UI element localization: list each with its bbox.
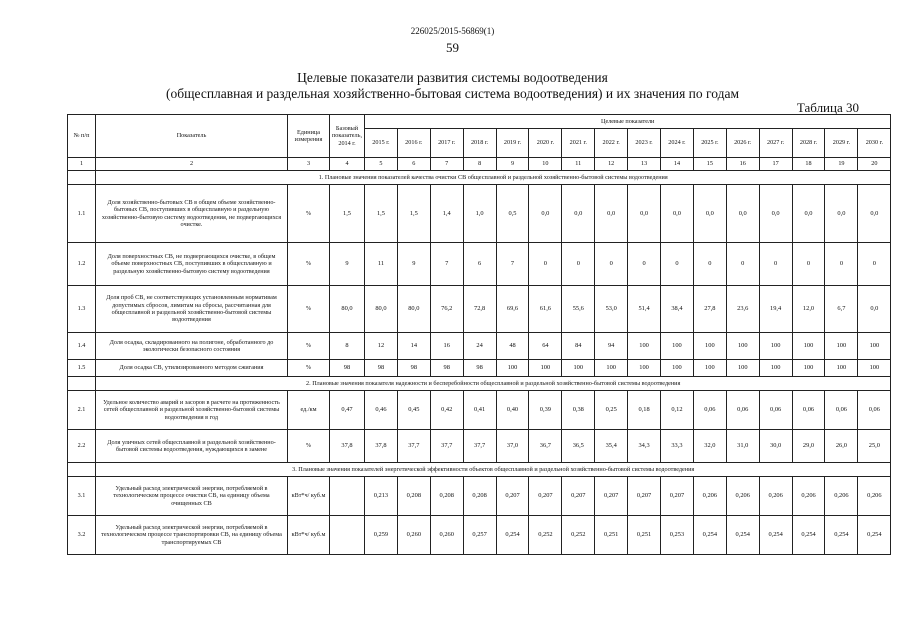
- year-header: 2017 г.: [430, 129, 463, 158]
- row-number: 3.2: [68, 516, 96, 555]
- year-value: 0,207: [628, 477, 661, 516]
- year-value: 37,7: [463, 430, 496, 463]
- year-value: 0: [661, 243, 694, 286]
- row-number: 2.2: [68, 430, 96, 463]
- year-value: 1,0: [463, 185, 496, 243]
- year-value: 0,254: [726, 516, 759, 555]
- column-index: 20: [858, 158, 891, 171]
- column-index: 15: [693, 158, 726, 171]
- year-value: 0,42: [430, 391, 463, 430]
- year-value: 64: [529, 333, 562, 360]
- year-value: 7: [496, 243, 529, 286]
- year-value: 100: [759, 360, 792, 377]
- indicator-name: Доля уличных сетей общесплавной и раздельной хозяйственно-бытовой системы водоотведения, нуждающихся в замене: [96, 430, 288, 463]
- year-value: 0,0: [726, 185, 759, 243]
- column-index: 4: [330, 158, 365, 171]
- year-value: 0,40: [496, 391, 529, 430]
- year-value: 36,5: [562, 430, 595, 463]
- section-spacer: [68, 377, 96, 391]
- year-value: 0: [529, 243, 562, 286]
- unit-cell: %: [288, 185, 330, 243]
- year-value: 0,0: [858, 286, 891, 333]
- page-number: 59: [446, 40, 459, 55]
- year-value: 0,257: [463, 516, 496, 555]
- year-value: 100: [759, 333, 792, 360]
- year-value: 14: [397, 333, 430, 360]
- year-value: 80,0: [397, 286, 430, 333]
- row-number: 1.1: [68, 185, 96, 243]
- year-value: 0,5: [496, 185, 529, 243]
- year-value: 0: [825, 243, 858, 286]
- year-value: 0: [693, 243, 726, 286]
- table-label: Таблица 30: [796, 100, 859, 115]
- year-value: 0,206: [693, 477, 726, 516]
- year-value: 53,0: [595, 286, 628, 333]
- section-row: [68, 171, 891, 185]
- base-value: [330, 516, 365, 555]
- year-value: 100: [529, 360, 562, 377]
- base-value: 1,5: [330, 185, 365, 243]
- table-row: [68, 360, 891, 377]
- year-value: 100: [693, 333, 726, 360]
- indicator-name: Удельное количество аварий и засоров в расчете на протяженность сетей общесплавной и раздельной хозяйственно-бытовой системы водоотведения в год: [96, 391, 288, 430]
- year-header: 2030 г.: [858, 129, 891, 158]
- base-value: 98: [330, 360, 365, 377]
- year-value: 37,0: [496, 430, 529, 463]
- year-value: 100: [726, 360, 759, 377]
- table-row: [68, 286, 891, 333]
- year-value: 0,06: [792, 391, 825, 430]
- year-value: 0,254: [792, 516, 825, 555]
- year-value: 1,5: [365, 185, 398, 243]
- year-value: 100: [562, 360, 595, 377]
- base-value: 80,0: [330, 286, 365, 333]
- year-header: 2021 г.: [562, 129, 595, 158]
- year-value: 0,253: [661, 516, 694, 555]
- row-number: 1.4: [68, 333, 96, 360]
- column-index: 12: [595, 158, 628, 171]
- year-value: 0,206: [792, 477, 825, 516]
- year-value: 0,252: [562, 516, 595, 555]
- year-value: 36,7: [529, 430, 562, 463]
- year-header: 2024 г.: [661, 129, 694, 158]
- year-value: 100: [693, 360, 726, 377]
- year-value: 69,6: [496, 286, 529, 333]
- year-value: 34,3: [628, 430, 661, 463]
- year-value: 0,251: [595, 516, 628, 555]
- row-number: 1.5: [68, 360, 96, 377]
- year-value: 0,208: [430, 477, 463, 516]
- section-title: 2. Плановые значения показателя надежности и бесперебойности общесплавной и раздельной хозяйственно-бытовой системы водоотведения: [96, 377, 891, 391]
- row-number: 1.3: [68, 286, 96, 333]
- section-row: [68, 377, 891, 391]
- base-value: [330, 477, 365, 516]
- column-index: 19: [825, 158, 858, 171]
- year-value: 0,207: [595, 477, 628, 516]
- year-value: 0,38: [562, 391, 595, 430]
- year-value: 0: [759, 243, 792, 286]
- year-value: 0,254: [858, 516, 891, 555]
- column-index: 13: [628, 158, 661, 171]
- unit-cell: %: [288, 286, 330, 333]
- year-header: 2028 г.: [792, 129, 825, 158]
- indicator-name: Доля проб СВ, не соответствующих установленным нормативам допустимых сбросов, лимитам на сбросы, рассчитанная для общесплавной и раздельной хозяйственно-бытовой системы водоотведения: [96, 286, 288, 333]
- unit-cell: %: [288, 430, 330, 463]
- year-value: 0: [562, 243, 595, 286]
- year-value: 0,208: [397, 477, 430, 516]
- row-number: 1.2: [68, 243, 96, 286]
- column-index: 9: [496, 158, 529, 171]
- row-number: 2.1: [68, 391, 96, 430]
- base-value: 0,47: [330, 391, 365, 430]
- column-index: 7: [430, 158, 463, 171]
- column-index: 3: [288, 158, 330, 171]
- year-value: 0,25: [595, 391, 628, 430]
- column-index: 8: [463, 158, 496, 171]
- year-value: 30,0: [759, 430, 792, 463]
- year-value: 0,0: [562, 185, 595, 243]
- indicator-name: Доля осадка СВ, утилизированного методом сжигания: [96, 360, 288, 377]
- year-value: 0,06: [693, 391, 726, 430]
- year-value: 0,0: [792, 185, 825, 243]
- year-value: 0,0: [858, 185, 891, 243]
- year-value: 35,4: [595, 430, 628, 463]
- header-no: № п/п: [68, 115, 96, 158]
- year-header: 2023 г.: [628, 129, 661, 158]
- year-header: 2018 г.: [463, 129, 496, 158]
- year-value: 100: [825, 333, 858, 360]
- year-value: 0,18: [628, 391, 661, 430]
- section-spacer: [68, 463, 96, 477]
- year-value: 0,06: [858, 391, 891, 430]
- year-value: 6: [463, 243, 496, 286]
- year-value: 0,254: [759, 516, 792, 555]
- column-index: 16: [726, 158, 759, 171]
- year-value: 19,4: [759, 286, 792, 333]
- column-index: 2: [96, 158, 288, 171]
- year-value: 100: [858, 333, 891, 360]
- section-spacer: [68, 171, 96, 185]
- year-value: 9: [397, 243, 430, 286]
- year-value: 100: [595, 360, 628, 377]
- year-value: 0,259: [365, 516, 398, 555]
- year-value: 0,12: [661, 391, 694, 430]
- year-value: 33,3: [661, 430, 694, 463]
- year-value: 0,254: [693, 516, 726, 555]
- unit-cell: кВт*ч/ куб.м: [288, 477, 330, 516]
- unit-cell: %: [288, 333, 330, 360]
- year-value: 100: [661, 360, 694, 377]
- year-value: 0,206: [858, 477, 891, 516]
- page-title: Целевые показатели развития системы водоотведения: [297, 70, 608, 85]
- year-value: 31,0: [726, 430, 759, 463]
- year-value: 26,0: [825, 430, 858, 463]
- column-index: 17: [759, 158, 792, 171]
- unit-cell: %: [288, 360, 330, 377]
- year-header: 2029 г.: [825, 129, 858, 158]
- header-base: Базовый показатель, 2014 г.: [330, 115, 365, 158]
- year-value: 0,254: [825, 516, 858, 555]
- unit-cell: ед./км: [288, 391, 330, 430]
- year-value: 0,251: [628, 516, 661, 555]
- unit-cell: %: [288, 243, 330, 286]
- year-value: 12: [365, 333, 398, 360]
- year-value: 100: [628, 333, 661, 360]
- year-value: 0,0: [595, 185, 628, 243]
- column-index: 14: [661, 158, 694, 171]
- section-title: 3. Плановые значения показателей энергетической эффективности объектов общесплавной и раздельной хозяйственно-бытовой системы водоотведения: [96, 463, 891, 477]
- year-value: 0: [628, 243, 661, 286]
- indicator-name: Доля хозяйственно-бытовых СВ в общем объеме хозяйственно-бытовых СВ, поступивших в общесплавную и раздельную хозяйственно-бытовую систему водоотведения, не подвергающихся очистке.: [96, 185, 288, 243]
- year-value: 100: [825, 360, 858, 377]
- table-row: [68, 430, 891, 463]
- year-value: 11: [365, 243, 398, 286]
- year-value: 0,207: [562, 477, 595, 516]
- year-value: 1,5: [397, 185, 430, 243]
- year-value: 0,207: [496, 477, 529, 516]
- column-index: 6: [397, 158, 430, 171]
- year-value: 76,2: [430, 286, 463, 333]
- year-value: 0: [858, 243, 891, 286]
- unit-cell: кВт*ч/ куб.м: [288, 516, 330, 555]
- year-value: 29,0: [792, 430, 825, 463]
- year-header: 2025 г.: [693, 129, 726, 158]
- year-value: 0,260: [430, 516, 463, 555]
- year-value: 0,206: [759, 477, 792, 516]
- indicator-name: Доля поверхностных СВ, не подвергающихся очистке, в общем объеме поверхностных СВ, поступивших в общесплавную и раздельную хозяйственно-бытовую систему водоотведения: [96, 243, 288, 286]
- year-value: 98: [365, 360, 398, 377]
- year-value: 0: [792, 243, 825, 286]
- year-value: 0,0: [661, 185, 694, 243]
- table-row: [68, 243, 891, 286]
- year-value: 94: [595, 333, 628, 360]
- row-number: 3.1: [68, 477, 96, 516]
- year-value: 100: [726, 333, 759, 360]
- year-value: 7: [430, 243, 463, 286]
- year-value: 98: [397, 360, 430, 377]
- year-value: 0,46: [365, 391, 398, 430]
- year-value: 0,254: [496, 516, 529, 555]
- year-value: 24: [463, 333, 496, 360]
- year-value: 0,207: [529, 477, 562, 516]
- year-value: 37,8: [365, 430, 398, 463]
- year-header: 2019 г.: [496, 129, 529, 158]
- year-value: 0,260: [397, 516, 430, 555]
- year-header: 2015 г.: [365, 129, 398, 158]
- year-value: 0,0: [628, 185, 661, 243]
- page-subtitle: (общесплавная и раздельная хозяйственно-бытовая система водоотведения) и их значения по годам: [166, 86, 739, 101]
- year-header: 2022 г.: [595, 129, 628, 158]
- year-value: 37,7: [430, 430, 463, 463]
- indicators-table: [67, 114, 891, 555]
- table-row: [68, 185, 891, 243]
- section-title: 1. Плановые значения показателей качества очистки СВ общесплавной и раздельной хозяйственно-бытовой системы водоотведения: [96, 171, 891, 185]
- year-value: 0,06: [726, 391, 759, 430]
- year-value: 100: [858, 360, 891, 377]
- year-value: 0,0: [693, 185, 726, 243]
- year-value: 100: [661, 333, 694, 360]
- table-row: [68, 391, 891, 430]
- year-value: 0,0: [529, 185, 562, 243]
- column-index: 10: [529, 158, 562, 171]
- year-value: 0,06: [759, 391, 792, 430]
- year-value: 6,7: [825, 286, 858, 333]
- year-value: 51,4: [628, 286, 661, 333]
- year-value: 0,207: [661, 477, 694, 516]
- year-value: 0,0: [759, 185, 792, 243]
- year-value: 1,4: [430, 185, 463, 243]
- indicator-name: Удельный расход электрической энергии, потребляемой в технологическом процессе очистки СВ, на единицу объема очищенных СВ: [96, 477, 288, 516]
- year-value: 16: [430, 333, 463, 360]
- table-body: [68, 171, 891, 555]
- indicator-name: Удельный расход электрической энергии, потребляемой в технологическом процессе транспортировки СВ, на единицу объема транспортируемых СВ: [96, 516, 288, 555]
- year-value: 23,6: [726, 286, 759, 333]
- header-unit: Единица измерения: [288, 115, 330, 158]
- year-value: 27,8: [693, 286, 726, 333]
- header-target: Целевые показатели: [365, 115, 891, 129]
- document-number: 226025/2015-56869(1): [410, 26, 495, 36]
- year-value: 80,0: [365, 286, 398, 333]
- column-index: 1: [68, 158, 96, 171]
- year-header: 2016 г.: [397, 129, 430, 158]
- year-value: 0,252: [529, 516, 562, 555]
- year-value: 0,0: [825, 185, 858, 243]
- year-value: 0,206: [726, 477, 759, 516]
- year-value: 55,6: [562, 286, 595, 333]
- year-header: 2027 г.: [759, 129, 792, 158]
- year-value: 48: [496, 333, 529, 360]
- year-value: 0,41: [463, 391, 496, 430]
- year-value: 25,0: [858, 430, 891, 463]
- base-value: 8: [330, 333, 365, 360]
- year-value: 37,7: [397, 430, 430, 463]
- table-row: [68, 477, 891, 516]
- year-value: 0,45: [397, 391, 430, 430]
- year-value: 0,213: [365, 477, 398, 516]
- year-header: 2026 г.: [726, 129, 759, 158]
- base-value: 9: [330, 243, 365, 286]
- year-value: 0,06: [825, 391, 858, 430]
- column-index: 11: [562, 158, 595, 171]
- column-index: 5: [365, 158, 398, 171]
- year-value: 0: [726, 243, 759, 286]
- year-value: 72,8: [463, 286, 496, 333]
- year-value: 98: [463, 360, 496, 377]
- year-header: 2020 г.: [529, 129, 562, 158]
- year-value: 100: [628, 360, 661, 377]
- year-value: 100: [792, 360, 825, 377]
- year-value: 32,0: [693, 430, 726, 463]
- section-row: [68, 463, 891, 477]
- year-value: 12,0: [792, 286, 825, 333]
- year-value: 100: [792, 333, 825, 360]
- year-value: 0: [595, 243, 628, 286]
- column-index: 18: [792, 158, 825, 171]
- base-value: 37,8: [330, 430, 365, 463]
- year-value: 0,206: [825, 477, 858, 516]
- year-value: 38,4: [661, 286, 694, 333]
- header-indicator: Показатель: [96, 115, 288, 158]
- column-index-row: [68, 158, 891, 171]
- year-value: 98: [430, 360, 463, 377]
- year-value: 100: [496, 360, 529, 377]
- year-value: 0,208: [463, 477, 496, 516]
- table-row: [68, 516, 891, 555]
- year-value: 84: [562, 333, 595, 360]
- table-row: [68, 333, 891, 360]
- indicator-name: Доля осадка, складированного на полигоне, обработанного до экологически безопасного состояния: [96, 333, 288, 360]
- year-value: 0,39: [529, 391, 562, 430]
- year-value: 61,6: [529, 286, 562, 333]
